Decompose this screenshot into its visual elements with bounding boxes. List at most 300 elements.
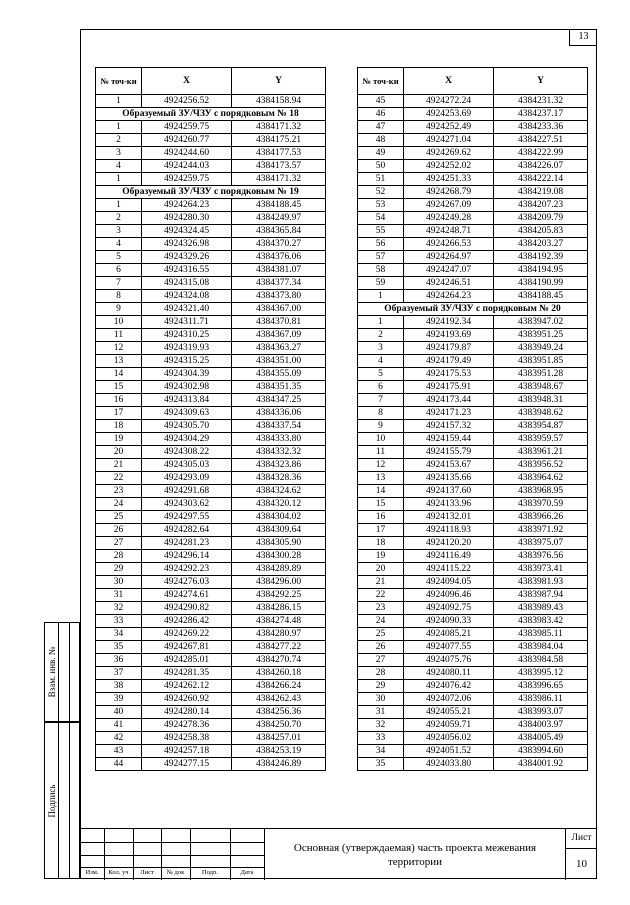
header-y: Y (494, 68, 588, 95)
y-coordinate-cell: 4384337.54 (232, 420, 326, 433)
y-coordinate-cell: 4383970.59 (494, 498, 588, 511)
point-number-cell: 57 (358, 251, 404, 264)
x-coordinate-cell: 4924090.33 (404, 615, 494, 628)
header-x: X (142, 68, 232, 95)
table-row (96, 355, 326, 368)
table-row (358, 550, 588, 563)
table-row (96, 303, 326, 316)
side-strip-signature (44, 722, 80, 879)
table-row (358, 732, 588, 745)
point-number-cell: 22 (96, 472, 142, 485)
table-row (96, 173, 326, 186)
y-coordinate-cell: 4384253.19 (232, 745, 326, 758)
point-number-cell: 9 (358, 420, 404, 433)
point-number-cell: 32 (358, 719, 404, 732)
sheet-number: 10 (576, 858, 587, 870)
y-coordinate-cell: 4384171.32 (232, 173, 326, 186)
table-row (358, 420, 588, 433)
table-row (96, 732, 326, 745)
table-row (96, 420, 326, 433)
point-number-cell: 17 (96, 407, 142, 420)
x-coordinate-cell: 4924311.71 (142, 316, 232, 329)
x-coordinate-cell: 4924135.66 (404, 472, 494, 485)
section-heading-row (96, 186, 326, 199)
y-coordinate-cell: 4384262.43 (232, 693, 326, 706)
point-number-cell: 20 (96, 446, 142, 459)
y-coordinate-cell: 4384347.25 (232, 394, 326, 407)
point-number-cell: 21 (358, 576, 404, 589)
x-coordinate-cell: 4924329.26 (142, 251, 232, 264)
point-number-cell: 31 (358, 706, 404, 719)
y-coordinate-cell: 4383994.60 (494, 745, 588, 758)
header-point-number: № точ-ки (96, 68, 142, 95)
point-number-cell: 50 (358, 160, 404, 173)
x-coordinate-cell: 4924274.61 (142, 589, 232, 602)
point-number-cell: 13 (96, 355, 142, 368)
point-number-cell: 43 (96, 745, 142, 758)
point-number-cell: 13 (358, 472, 404, 485)
point-number-cell: 1 (358, 316, 404, 329)
x-coordinate-cell: 4924260.92 (142, 693, 232, 706)
title-block (80, 828, 597, 879)
point-number-cell: 10 (96, 316, 142, 329)
y-coordinate-cell: 4384222.99 (494, 147, 588, 160)
point-number-cell: 3 (96, 147, 142, 160)
y-coordinate-cell: 4384305.90 (232, 537, 326, 550)
table-row (358, 589, 588, 602)
side-strip-replacement (44, 622, 80, 722)
point-number-cell: 18 (96, 420, 142, 433)
point-number-cell: 26 (358, 641, 404, 654)
point-number-cell: 14 (358, 485, 404, 498)
caption-signature: Подп. (201, 869, 219, 876)
section-heading: Образуемый ЗУ/ЧЗУ с порядковым № 20 (358, 303, 588, 316)
table-row (96, 693, 326, 706)
point-number-cell: 53 (358, 199, 404, 212)
point-number-cell: 4 (96, 238, 142, 251)
table-header-row (96, 68, 326, 95)
table-row (96, 628, 326, 641)
table-row (96, 316, 326, 329)
table-row (96, 498, 326, 511)
x-coordinate-cell: 4924259.75 (142, 173, 232, 186)
table-row (96, 147, 326, 160)
point-number-cell: 28 (358, 667, 404, 680)
table-row (96, 472, 326, 485)
table-row (96, 251, 326, 264)
y-coordinate-cell: 4384309.64 (232, 524, 326, 537)
x-coordinate-cell: 4924278.36 (142, 719, 232, 732)
x-coordinate-cell: 4924280.14 (142, 706, 232, 719)
sheet-label: Лист (566, 829, 597, 849)
table-row (358, 472, 588, 485)
header-point-number: № точ-ки (358, 68, 404, 95)
point-number-cell: 11 (96, 329, 142, 342)
table-row (358, 290, 588, 303)
table-row (358, 199, 588, 212)
y-coordinate-cell: 4384292.25 (232, 589, 326, 602)
point-number-cell: 11 (358, 446, 404, 459)
y-coordinate-cell: 4383959.57 (494, 433, 588, 446)
y-coordinate-cell: 4383976.56 (494, 550, 588, 563)
x-coordinate-cell: 4924305.70 (142, 420, 232, 433)
y-coordinate-cell: 4384003.97 (494, 719, 588, 732)
table-row (358, 628, 588, 641)
table-row (358, 368, 588, 381)
point-number-cell: 30 (96, 576, 142, 589)
y-coordinate-cell: 4383951.28 (494, 368, 588, 381)
point-number-cell: 31 (96, 589, 142, 602)
table-row (358, 95, 588, 108)
header-x: X (404, 68, 494, 95)
table-row (96, 758, 326, 771)
y-coordinate-cell: 4384175.21 (232, 134, 326, 147)
table-row (358, 706, 588, 719)
table-row (96, 485, 326, 498)
table-row (358, 667, 588, 680)
x-coordinate-cell: 4924051.52 (404, 745, 494, 758)
y-coordinate-cell: 4384250.70 (232, 719, 326, 732)
point-number-cell: 33 (358, 732, 404, 745)
x-coordinate-cell: 4924290.82 (142, 602, 232, 615)
y-coordinate-cell: 4384205.83 (494, 225, 588, 238)
x-coordinate-cell: 4924276.03 (142, 576, 232, 589)
table-row (358, 173, 588, 186)
table-row (96, 290, 326, 303)
x-coordinate-cell: 4924155.79 (404, 446, 494, 459)
y-coordinate-cell: 4384177.53 (232, 147, 326, 160)
point-number-cell: 12 (358, 459, 404, 472)
point-number-cell: 12 (96, 342, 142, 355)
x-coordinate-cell: 4924315.08 (142, 277, 232, 290)
x-coordinate-cell: 4924302.98 (142, 381, 232, 394)
point-number-cell: 49 (358, 147, 404, 160)
x-coordinate-cell: 4924285.01 (142, 654, 232, 667)
y-coordinate-cell: 4384363.27 (232, 342, 326, 355)
y-coordinate-cell: 4383996.65 (494, 680, 588, 693)
x-coordinate-cell: 4924157.32 (404, 420, 494, 433)
point-number-cell: 54 (358, 212, 404, 225)
table-row (358, 563, 588, 576)
x-coordinate-cell: 4924159.44 (404, 433, 494, 446)
y-coordinate-cell: 4383948.31 (494, 394, 588, 407)
point-number-cell: 34 (96, 628, 142, 641)
y-coordinate-cell: 4384260.18 (232, 667, 326, 680)
x-coordinate-cell: 4924303.62 (142, 498, 232, 511)
point-number-cell: 6 (358, 381, 404, 394)
point-number-cell: 25 (358, 628, 404, 641)
point-number-cell: 39 (96, 693, 142, 706)
table-row (96, 238, 326, 251)
x-coordinate-cell: 4924118.93 (404, 524, 494, 537)
table-row (96, 277, 326, 290)
table-row (358, 524, 588, 537)
table-row (96, 134, 326, 147)
x-coordinate-cell: 4924092.75 (404, 602, 494, 615)
point-number-cell: 51 (358, 173, 404, 186)
point-number-cell: 44 (96, 758, 142, 771)
point-number-cell: 55 (358, 225, 404, 238)
table-row (96, 550, 326, 563)
point-number-cell: 23 (358, 602, 404, 615)
x-coordinate-cell: 4924247.07 (404, 264, 494, 277)
y-coordinate-cell: 4384190.99 (494, 277, 588, 290)
x-coordinate-cell: 4924324.45 (142, 225, 232, 238)
point-number-cell: 8 (96, 290, 142, 303)
y-coordinate-cell: 4384355.09 (232, 368, 326, 381)
x-coordinate-cell: 4924326.98 (142, 238, 232, 251)
table-row (96, 394, 326, 407)
point-number-cell: 19 (96, 433, 142, 446)
point-number-cell: 32 (96, 602, 142, 615)
x-coordinate-cell: 4924310.25 (142, 329, 232, 342)
table-row (358, 264, 588, 277)
point-number-cell: 2 (96, 212, 142, 225)
x-coordinate-cell: 4924252.49 (404, 121, 494, 134)
x-coordinate-cell: 4924072.06 (404, 693, 494, 706)
x-coordinate-cell: 4924259.75 (142, 121, 232, 134)
y-coordinate-cell: 4383995.12 (494, 667, 588, 680)
point-number-cell: 3 (96, 225, 142, 238)
y-coordinate-cell: 4383984.04 (494, 641, 588, 654)
point-number-cell: 41 (96, 719, 142, 732)
y-coordinate-cell: 4384289.89 (232, 563, 326, 576)
table-row (96, 225, 326, 238)
x-coordinate-cell: 4924256.52 (142, 95, 232, 108)
y-coordinate-cell: 4384207.23 (494, 199, 588, 212)
x-coordinate-cell: 4924033.80 (404, 758, 494, 771)
y-coordinate-cell: 4384192.39 (494, 251, 588, 264)
section-heading-row (358, 303, 588, 316)
point-number-cell: 16 (96, 394, 142, 407)
x-coordinate-cell: 4924056.02 (404, 732, 494, 745)
x-coordinate-cell: 4924059.71 (404, 719, 494, 732)
y-coordinate-cell: 4383964.62 (494, 472, 588, 485)
y-coordinate-cell: 4384370.27 (232, 238, 326, 251)
y-coordinate-cell: 4384005.49 (494, 732, 588, 745)
x-coordinate-cell: 4924137.60 (404, 485, 494, 498)
y-coordinate-cell: 4384233.36 (494, 121, 588, 134)
y-coordinate-cell: 4384209.79 (494, 212, 588, 225)
y-coordinate-cell: 4383951.85 (494, 355, 588, 368)
table-row (96, 641, 326, 654)
x-coordinate-cell: 4924280.30 (142, 212, 232, 225)
table-row (96, 719, 326, 732)
x-coordinate-cell: 4924281.23 (142, 537, 232, 550)
x-coordinate-cell: 4924244.03 (142, 160, 232, 173)
x-coordinate-cell: 4924251.33 (404, 173, 494, 186)
x-coordinate-cell: 4924132.01 (404, 511, 494, 524)
table-row (358, 446, 588, 459)
point-number-cell: 24 (358, 615, 404, 628)
x-coordinate-cell: 4924264.97 (404, 251, 494, 264)
table-row (96, 459, 326, 472)
y-coordinate-cell: 4384246.89 (232, 758, 326, 771)
point-number-cell: 40 (96, 706, 142, 719)
caption-document-number: № док (166, 869, 185, 876)
x-coordinate-cell: 4924260.77 (142, 134, 232, 147)
point-number-cell: 20 (358, 563, 404, 576)
table-row (96, 329, 326, 342)
y-coordinate-cell: 4384173.57 (232, 160, 326, 173)
table-row (96, 524, 326, 537)
table-row (96, 160, 326, 173)
table-row (358, 537, 588, 550)
table-row (96, 199, 326, 212)
table-row (358, 186, 588, 199)
y-coordinate-cell: 4383951.25 (494, 329, 588, 342)
point-number-cell: 33 (96, 615, 142, 628)
point-number-cell: 34 (358, 745, 404, 758)
table-row (358, 225, 588, 238)
point-number-cell: 30 (358, 693, 404, 706)
y-coordinate-cell: 4383949.24 (494, 342, 588, 355)
x-coordinate-cell: 4924315.25 (142, 355, 232, 368)
point-number-cell: 24 (96, 498, 142, 511)
point-number-cell: 17 (358, 524, 404, 537)
y-coordinate-cell: 4384280.97 (232, 628, 326, 641)
x-coordinate-cell: 4924192.34 (404, 316, 494, 329)
x-coordinate-cell: 4924324.08 (142, 290, 232, 303)
x-coordinate-cell: 4924264.23 (404, 290, 494, 303)
point-number-cell: 45 (358, 95, 404, 108)
y-coordinate-cell: 4384370.81 (232, 316, 326, 329)
table-row (358, 485, 588, 498)
x-coordinate-cell: 4924115.22 (404, 563, 494, 576)
point-number-cell: 26 (96, 524, 142, 537)
x-coordinate-cell: 4924258.38 (142, 732, 232, 745)
table-row (358, 602, 588, 615)
table-row (96, 368, 326, 381)
y-coordinate-cell: 4383968.95 (494, 485, 588, 498)
y-coordinate-cell: 4384328.36 (232, 472, 326, 485)
y-coordinate-cell: 4384227.51 (494, 134, 588, 147)
y-coordinate-cell: 4383981.93 (494, 576, 588, 589)
point-number-cell: 19 (358, 550, 404, 563)
table-row (358, 381, 588, 394)
x-coordinate-cell: 4924080.11 (404, 667, 494, 680)
point-number-cell: 59 (358, 277, 404, 290)
x-coordinate-cell: 4924269.22 (142, 628, 232, 641)
x-coordinate-cell: 4924133.96 (404, 498, 494, 511)
point-number-cell: 1 (96, 95, 142, 108)
point-number-cell: 58 (358, 264, 404, 277)
caption-sheet: Лист (140, 869, 154, 876)
point-number-cell: 27 (358, 654, 404, 667)
y-coordinate-cell: 4384231.32 (494, 95, 588, 108)
y-coordinate-cell: 4383986.11 (494, 693, 588, 706)
x-coordinate-cell: 4924120.20 (404, 537, 494, 550)
section-heading: Образуемый ЗУ/ЧЗУ с порядковым № 19 (96, 186, 326, 199)
point-number-cell: 35 (96, 641, 142, 654)
x-coordinate-cell: 4924292.23 (142, 563, 232, 576)
point-number-cell: 8 (358, 407, 404, 420)
section-heading: Образуемый ЗУ/ЧЗУ с порядковым № 18 (96, 108, 326, 121)
table-row (358, 745, 588, 758)
x-coordinate-cell: 4924076.42 (404, 680, 494, 693)
point-number-cell: 15 (358, 498, 404, 511)
document-title: Основная (утверждаемая) часть проекта межевания территории (264, 829, 566, 880)
y-coordinate-cell: 4383985.11 (494, 628, 588, 641)
y-coordinate-cell: 4384171.32 (232, 121, 326, 134)
table-row (96, 576, 326, 589)
x-coordinate-cell: 4924077.55 (404, 641, 494, 654)
x-coordinate-cell: 4924179.49 (404, 355, 494, 368)
x-coordinate-cell: 4924171.23 (404, 407, 494, 420)
x-coordinate-cell: 4924244.60 (142, 147, 232, 160)
table-row (358, 758, 588, 771)
table-row (358, 277, 588, 290)
sheet-box (566, 829, 597, 880)
point-number-cell: 36 (96, 654, 142, 667)
point-number-cell: 5 (96, 251, 142, 264)
x-coordinate-cell: 4924269.62 (404, 147, 494, 160)
y-coordinate-cell: 4384332.32 (232, 446, 326, 459)
x-coordinate-cell: 4924291.68 (142, 485, 232, 498)
y-coordinate-cell: 4384381.07 (232, 264, 326, 277)
y-coordinate-cell: 4384270.74 (232, 654, 326, 667)
x-coordinate-cell: 4924313.84 (142, 394, 232, 407)
point-number-cell: 42 (96, 732, 142, 745)
y-coordinate-cell: 4383966.26 (494, 511, 588, 524)
x-coordinate-cell: 4924193.69 (404, 329, 494, 342)
y-coordinate-cell: 4384367.00 (232, 303, 326, 316)
y-coordinate-cell: 4384277.22 (232, 641, 326, 654)
x-coordinate-cell: 4924319.93 (142, 342, 232, 355)
x-coordinate-cell: 4924094.05 (404, 576, 494, 589)
point-number-cell: 1 (96, 199, 142, 212)
table-row (358, 615, 588, 628)
y-coordinate-cell: 4384222.14 (494, 173, 588, 186)
x-coordinate-cell: 4924249.28 (404, 212, 494, 225)
table-header-row (358, 68, 588, 95)
table-row (96, 537, 326, 550)
table-row (96, 121, 326, 134)
point-number-cell: 22 (358, 589, 404, 602)
x-coordinate-cell: 4924293.09 (142, 472, 232, 485)
x-coordinate-cell: 4924309.63 (142, 407, 232, 420)
x-coordinate-cell: 4924277.15 (142, 758, 232, 771)
point-number-cell: 14 (96, 368, 142, 381)
caption-date: Дата (240, 869, 254, 876)
x-coordinate-cell: 4924268.79 (404, 186, 494, 199)
table-row (96, 563, 326, 576)
x-coordinate-cell: 4924305.03 (142, 459, 232, 472)
point-number-cell: 18 (358, 537, 404, 550)
y-coordinate-cell: 4384376.06 (232, 251, 326, 264)
coordinates-table-right (357, 67, 588, 771)
y-coordinate-cell: 4383983.42 (494, 615, 588, 628)
point-number-cell: 48 (358, 134, 404, 147)
table-row (358, 108, 588, 121)
x-coordinate-cell: 4924253.69 (404, 108, 494, 121)
replacement-inventory-label: Взам. инв. № (46, 646, 57, 698)
x-coordinate-cell: 4924316.55 (142, 264, 232, 277)
table-row (96, 667, 326, 680)
table-row (358, 147, 588, 160)
y-coordinate-cell: 4384237.17 (494, 108, 588, 121)
x-coordinate-cell: 4924281.35 (142, 667, 232, 680)
y-coordinate-cell: 4383961.21 (494, 446, 588, 459)
table-row (358, 680, 588, 693)
y-coordinate-cell: 4384001.92 (494, 758, 588, 771)
x-coordinate-cell: 4924297.55 (142, 511, 232, 524)
x-coordinate-cell: 4924264.23 (142, 199, 232, 212)
x-coordinate-cell: 4924257.18 (142, 745, 232, 758)
x-coordinate-cell: 4924266.53 (404, 238, 494, 251)
point-number-cell: 1 (96, 173, 142, 186)
table-row (358, 134, 588, 147)
